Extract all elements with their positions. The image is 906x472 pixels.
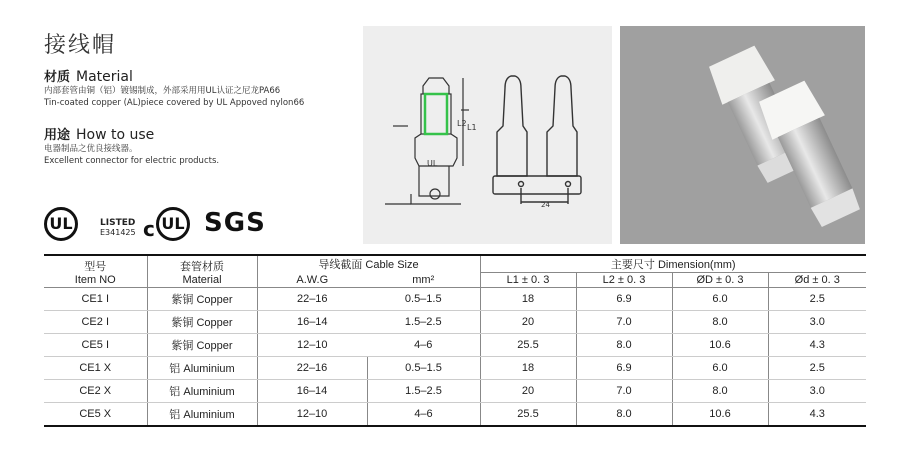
cell-model: CE5 X xyxy=(44,403,147,427)
listed-text: LISTED xyxy=(100,218,136,228)
cell-d: 3.0 xyxy=(768,311,866,334)
product-photo xyxy=(620,26,865,244)
cell-l1: 25.5 xyxy=(480,334,576,357)
photo-svg xyxy=(620,26,865,244)
cell-model: CE2 X xyxy=(44,380,147,403)
technical-drawing xyxy=(363,26,612,244)
cell-d: 3.0 xyxy=(768,380,866,403)
drawing-ul-mark: UL xyxy=(427,159,438,168)
cell-mm2: 1.5–2.5 xyxy=(367,380,480,403)
material-heading-en: Material xyxy=(76,69,133,85)
header-D: ØD ± 0. 3 xyxy=(672,273,768,288)
cell-D: 8.0 xyxy=(672,311,768,334)
header-dimension xyxy=(480,255,866,273)
cell-l1: 18 xyxy=(480,357,576,380)
material-section xyxy=(44,66,304,109)
table-row xyxy=(44,403,866,427)
cell-D: 8.0 xyxy=(672,380,768,403)
cell-D: 10.6 xyxy=(672,403,768,427)
cell-l2: 7.0 xyxy=(576,380,672,403)
cell-material: 紫铜 Copper xyxy=(147,288,257,311)
header-cable-size xyxy=(257,255,480,273)
table-row xyxy=(44,380,866,403)
usage-heading xyxy=(44,124,219,143)
cell-awg: 22–16 xyxy=(257,357,367,380)
cell-material: 紫铜 Copper xyxy=(147,334,257,357)
cell-l1: 20 xyxy=(480,380,576,403)
header-cable-cn: 导线截面 xyxy=(318,259,363,272)
usage-desc-cn: 电器制品之优良接线器。 xyxy=(44,144,138,154)
drawing-dim-24: 24 xyxy=(541,201,550,209)
header-model-cn: 型号 xyxy=(84,260,107,273)
header-l1: L1 ± 0. 3 xyxy=(480,273,576,288)
cell-d: 4.3 xyxy=(768,334,866,357)
cell-l2: 7.0 xyxy=(576,311,672,334)
header-cable-en: Cable Size xyxy=(365,259,419,272)
material-heading xyxy=(44,66,304,85)
header-material xyxy=(147,255,257,288)
cell-mm2: 4–6 xyxy=(367,334,480,357)
material-desc-en: Tin-coated copper (AL)piece covered by UL Appoved nylon66 xyxy=(44,98,305,108)
cell-d: 2.5 xyxy=(768,357,866,380)
header-material-cn: 套管材质 xyxy=(180,260,224,273)
cell-material: 铝 Aluminium xyxy=(147,357,257,380)
cell-D: 10.6 xyxy=(672,334,768,357)
material-heading-cn: 材质 xyxy=(44,70,71,85)
cell-material: 紫铜 Copper xyxy=(147,311,257,334)
usage-section xyxy=(44,124,219,167)
material-desc-cn: 内部套管由铜（铝）镀锡制成，外部采用用UL认证之尼龙PA66 xyxy=(44,86,281,96)
header-awg: A.W.G xyxy=(257,273,367,288)
cell-D: 6.0 xyxy=(672,288,768,311)
drawing-label-l1: L1 xyxy=(467,123,477,132)
cell-awg: 12–10 xyxy=(257,403,367,427)
header-material-en: Material xyxy=(182,273,222,286)
ul-logo: UL xyxy=(44,207,78,241)
c-mark: c xyxy=(143,217,155,241)
cell-model: CE1 X xyxy=(44,357,147,380)
header-l2: L2 ± 0. 3 xyxy=(576,273,672,288)
usage-heading-en: How to use xyxy=(76,127,155,143)
header-d: Ød ± 0. 3 xyxy=(768,273,866,288)
cell-awg: 16–14 xyxy=(257,311,367,334)
cell-l2: 6.9 xyxy=(576,288,672,311)
table-row xyxy=(44,311,866,334)
cell-mm2: 1.5–2.5 xyxy=(367,311,480,334)
page-title: 接线帽 xyxy=(44,33,117,58)
header-mm2: mm² xyxy=(367,273,480,288)
cell-awg: 22–16 xyxy=(257,288,367,311)
listed-label xyxy=(100,218,136,237)
header-model-en: Item NO xyxy=(74,273,116,286)
cell-l2: 8.0 xyxy=(576,403,672,427)
header-dim-cn: 主要尺寸 xyxy=(610,259,655,271)
cell-mm2: 4–6 xyxy=(367,403,480,427)
cell-mm2: 0.5–1.5 xyxy=(367,357,480,380)
header-dim-en: Dimension(mm) xyxy=(657,259,736,271)
cell-D: 6.0 xyxy=(672,357,768,380)
drawing-label-l2: L2 xyxy=(457,119,467,128)
table-row xyxy=(44,334,866,357)
cell-d: 2.5 xyxy=(768,288,866,311)
cul-logo: UL xyxy=(156,207,190,241)
cell-awg: 16–14 xyxy=(257,380,367,403)
listed-number: E341425 xyxy=(100,228,136,237)
cell-l2: 6.9 xyxy=(576,357,672,380)
cell-l1: 20 xyxy=(480,311,576,334)
cell-material: 铝 Aluminium xyxy=(147,403,257,427)
table-row xyxy=(44,288,866,311)
cell-d: 4.3 xyxy=(768,403,866,427)
cell-model: CE5 I xyxy=(44,334,147,357)
cell-material: 铝 Aluminium xyxy=(147,380,257,403)
cell-awg: 12–10 xyxy=(257,334,367,357)
cell-model: CE2 I xyxy=(44,311,147,334)
cell-model: CE1 I xyxy=(44,288,147,311)
cell-mm2: 0.5–1.5 xyxy=(367,288,480,311)
sgs-logo: SGS xyxy=(204,208,266,238)
usage-desc-en: Excellent connector for electric products. xyxy=(44,156,220,166)
usage-heading-cn: 用途 xyxy=(44,128,71,143)
cell-l1: 18 xyxy=(480,288,576,311)
cell-l2: 8.0 xyxy=(576,334,672,357)
drawing-svg xyxy=(363,26,612,244)
cell-l1: 25.5 xyxy=(480,403,576,427)
table-row xyxy=(44,357,866,380)
spec-table xyxy=(44,254,866,427)
header-model xyxy=(44,255,147,288)
